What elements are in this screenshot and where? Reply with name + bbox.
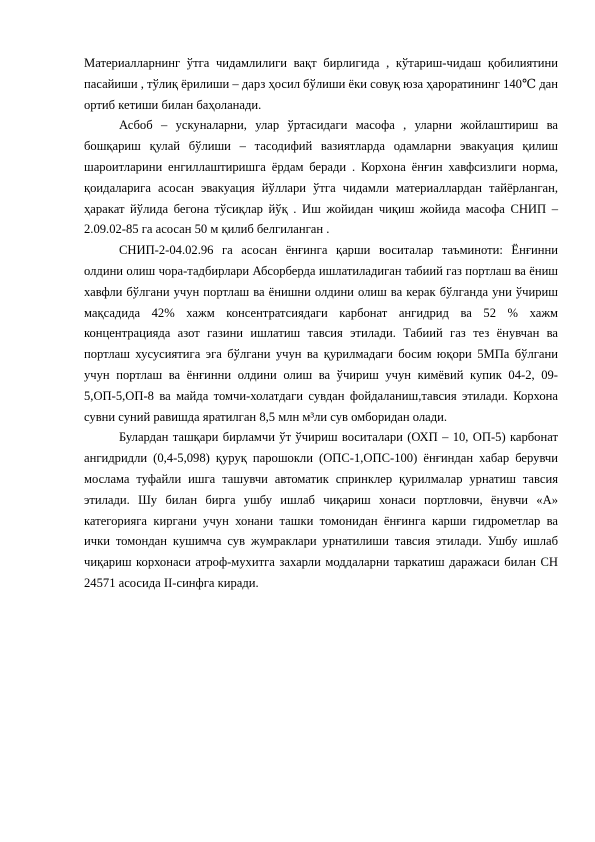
document-page [84, 53, 558, 594]
paragraph-fire-prevention-measures: СНИП-2-04.02.96 га асосан ёнғинга қарши воситалар таъминоти: Ёнғинни олдини олиш чора-тадбирлари Абсорберда ишлатиладиган табиий газ портлаш ва ёниш хавфли бўлгани учун портлаш ва ёнишни олдини олиш ва керак бўлганда уни ўчириш мақсадида 42% хажм консентратсиядаги карбонат ангидрид ва 52 % хажм концентрацияда азот газини ишлатиш тавсия этилади. Табиий газ тез ёнувчан ва портлаш хусусиятига эга бўлгани учун ва қурилмадаги босим юқори 5МПа бўлгани учун портлаш ва ёнғинни олдини олиш ва ўчириш учун кимёвий купик 04-2, 09-5,ОП-5,ОП-8 ва майда томчи-холатдаги сувдан фойдаланиш,тавсия этилади. Корхона сувни суний равишда яратилган 8,5 млн м³ли сув омборидан олади. [84, 243, 558, 424]
paragraph-fire-resistance: Материалларнинг ўтга чидамлилиги вақт бирлигида , кўтариш-чидаш қобилиятини пасайиши , тўлиқ ёрилиши – дарз ҳосил бўлиши ёки совуқ юза ҳароратининг 140℃ дан ортиб кетиши билан баҳоланади. [84, 56, 558, 112]
paragraph-primary-extinguishing-means: Булардан ташқари бирламчи ўт ўчириш воситалари (ОХП – 10, ОП-5) карбонат ангидридли (0,4-5,098) қуруқ парошокли (ОПС-1,ОПС-100) ёнғиндан хабар берувчи мослама туфайли ишга ташувчи автоматик спринклер қурилмалар урнатиш тавсия этилади. Шу билан бирга ушбу ишлаб чиқариш хонаси портловчи, ёнувчи «А» категорияга киргани учун хонани ташки томонидан ёнғинга карши гидрометлар ва ички томондан кушимча сув жумраклари урнатилиши тавсия этилади. Ушбу ишлаб чиқариш корхонаси атроф-мухитга захарли моддаларни таркатиш даражаси билан СН 24571 асосида II-синфга киради. [84, 430, 558, 590]
paragraph-equipment-evacuation: Асбоб – ускуналарни, улар ўртасидаги масофа , уларни жойлаштириш ва бошқариш қулай бўлиши – тасодифий вазиятларда одамларни эвакуация қилиш шароитларини енгиллаштиришга ёрдам беради . Корхона ёнғин хавфсизлиги норма, қоидаларига асосан эвакуация йўллари ўтга чидамли материаллардан тайёрланган, ҳаракат йўлида бегона тўсиқлар йўқ . Иш жойидан чиқиш жойида масофа СНИП – 2.09.02-85 га асосан 50 м қилиб белгиланган . [84, 118, 558, 237]
